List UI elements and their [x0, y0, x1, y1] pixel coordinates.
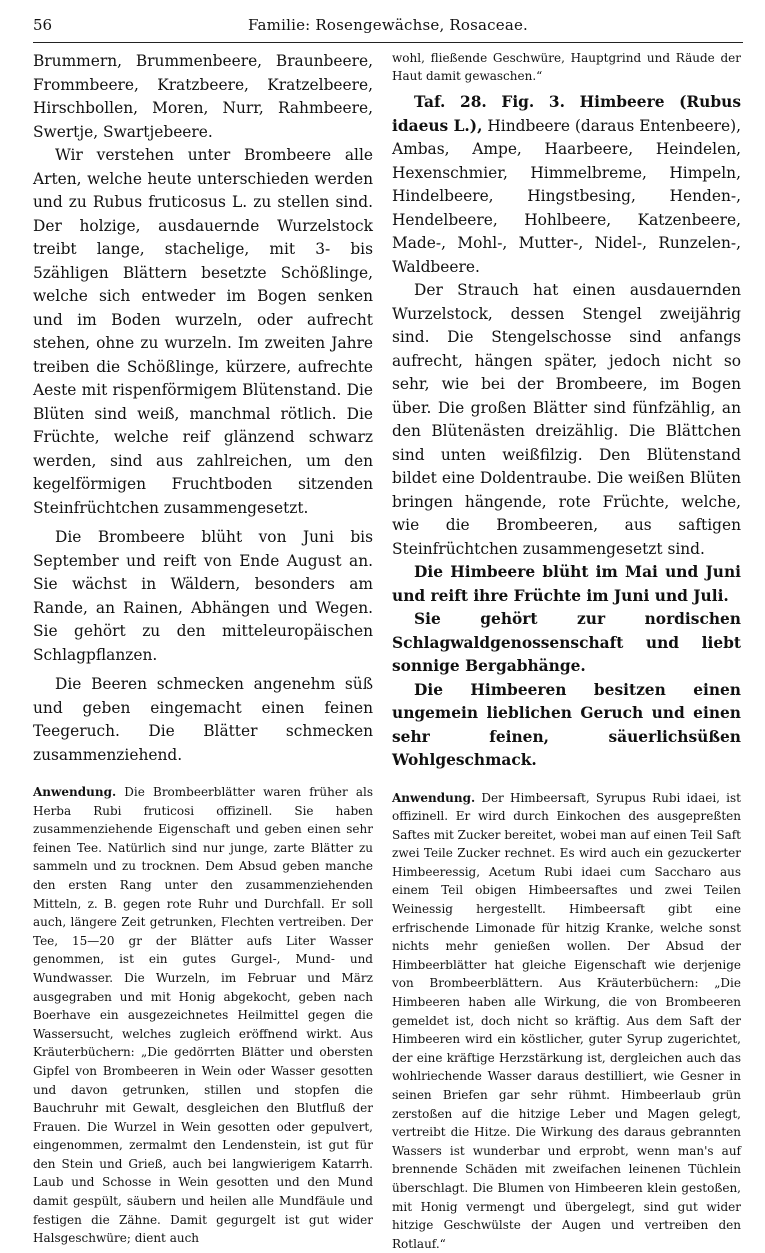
raspberry-taste: Die Himbeeren besitzen einen ungemein lieblichen Geruch und einen sehr feinen, säuerlichsüßen Wohlgeschmack.: [392, 679, 741, 773]
running-head: Familie: Rosengewächse, Rosaceae.: [33, 16, 743, 34]
left-column: [33, 50, 373, 1248]
raspberry-names: Hindbeere (daraus Entenbeere), Ambas, Ampe, Haarbeere, Heindelen, Hexenschmier, Himmelbreme, Himpeln, Hindelbeere, Hingstbesing, Henden-, Hendelbeere, Hohlbeere, Katzenbeere, Made-, Mohl-, Mutter-, Nidel-, Runzelen-, Waldbeere.: [392, 117, 741, 276]
raspberry-description: Der Strauch hat einen ausdauernden Wurzelstock, dessen Stengel zweijährig sind. Die Stengelschosse sind anfangs aufrecht, hängen später, jedoch nicht so sehr, wie bei der Brombeere, im Bogen über. Die großen Blätter sind fünfzählig, an den Blütenästen dreizählig. Die Blättchen sind unten weißfilzig. Den Blütenstand bildet eine Doldentraube. Die weißen Blüten bringen hängende, rote Früchte, welche, wie die Brombeeren, aus saftigen Steinfrüchtchen zusammengesetzt sind.: [392, 279, 741, 561]
raspberry-title: Taf. 28. Fig. 3. Himbeere (Rubus idaeus L.),: [392, 93, 741, 135]
blackberry-description: Wir verstehen unter Brombeere alle Arten, welche heute unterschieden werden und zu Rubus fruticosus L. zu stellen sind. Der holzige, ausdauernde Wurzelstock treibt lange, stachelige, mit 3- bis 5zähligen Blättern besetzte Schößlinge, welche sich entweder im Bogen senken und im Boden wurzeln, oder aufrecht stehen, ohne zu wurzeln. Im zweiten Jahre treiben die Schößlinge, kürzere, aufrechte Aeste mit rispenförmigem Blütenstand. Die Blüten sind weiß, manchmal rötlich. Die Früchte, welche reif glänzend schwarz werden, sind aus zahlreichen, um den kegelförmigen Fruchtboden sitzenden Steinfrüchtchen zusammengesetzt.: [33, 144, 373, 520]
right-usage-section: [392, 789, 741, 1253]
blackberry-names-continued: Brummern, Brummenbeere, Braunbeere, Frommbeere, Kratzbeere, Kratzelbeere, Hirschbollen, Moren, Nurr, Rahmbeere, Swertje, Swartjebeere.: [33, 50, 373, 144]
left-usage-section: [33, 783, 373, 1248]
raspberry-flowering: Die Himbeere blüht im Mai und Juni und reift ihre Früchte im Juni und Juli.: [392, 561, 741, 608]
right-column: [392, 50, 741, 1253]
left-main-text: [33, 50, 373, 767]
right-continuation: [392, 50, 741, 85]
page-number: 56: [33, 16, 52, 34]
usage-label: Anwendung.: [392, 791, 475, 805]
text-columns: [33, 50, 743, 1190]
blackberry-taste: Die Beeren schmecken angenehm süß und geben eingemacht einen feinen Teegeruch. Die Blätter schmecken zusammenziehend.: [33, 673, 373, 767]
blackberry-flowering: Die Brombeere blüht von Juni bis September und reift von Ende August an. Sie wächst in Wäldern, besonders am Rande, an Rainen, Abhängen und Wegen. Sie gehört zu den mitteleuropäischen Schlagpflanzen.: [33, 526, 373, 667]
raspberry-entry: [392, 91, 741, 279]
raspberry-usage-text: Der Himbeersaft, Syrupus Rubi idaei, ist offizinell. Er wird durch Einkochen des ausgepreßten Saftes mit Zucker bereitet, wobei man auf einen Teil Saft zwei Teile Zucker rechnet. Es wird auch ein gezuckerter Himbeeressig, Acetum Rubi idaei cum Saccharo aus einem Teil obigen Himbeersaftes und zwei Teilen Weinessig hergestellt. Himbeersaft gibt eine erfrischende Limonade für hitzig Kranke, welche sonst nichts mehr genießen wollen. Der Absud der Himbeerblätter hat gleiche Eigenschaft wie derjenige von Brombeerblättern. Aus Kräuterbüchern: „Die Himbeeren haben alle Wirkung, die von Brombeeren gemeldet ist, doch nicht so kräftig. Aus dem Saft der Himbeeren wird ein köstlicher, guter Syrup zugerichtet, der eine kräftige Herzstärkung ist, dergleichen auch das wohlriechende Wasser daraus destilliert, wie Gesner in seinen Briefen gar sehr rühmt. Himbeerlaub grün zerstoßen auf die hitzige Leber und Magen gelegt, vertreibt die Hitze. Die Wirkung des daraus gebrannten Wassers ist wunderbar und erprobt, wenn man's auf brennende Schäden mit zweifachen leinenen Tüchlein überschlagt. Die Blumen von Himbeeren klein gestoßen, mit Honig vermengt und übergelegt, sind gut wider hitzige Geschwülste der Augen und vertreiben den Rotlauf.“: [392, 791, 741, 1251]
blackberry-usage-text: Die Brombeerblätter waren früher als Herba Rubi fruticosi offizinell. Sie haben zusammenziehende Eigenschaft und geben einen sehr feinen Tee. Natürlich sind nur junge, zarte Blätter zu sammeln und zu trocknen. Dem Absud geben manche den ersten Rang unter den zusammenziehenden Mitteln, z. B. gegen rote Ruhr und Durchfall. Er soll auch, längere Zeit getrunken, Flechten vertreiben. Der Tee, 15—20 gr der Blätter aufs Liter Wasser genommen, ist ein gutes Gurgel-, Mund- und Wundwasser. Die Wurzeln, im Februar und März ausgegraben und mit Honig abgekocht, geben nach Boerhave ein ausgezeichnetes Heilmittel gegen die Wassersucht, welches zugleich eröffnend wirkt. Aus Kräuterbüchern: „Die gedörrten Blätter und obersten Gipfel von Brombeeren in Wein oder Wasser gesotten und davon getrunken, stillen und stopfen die Bauchruhr mit Gewalt, desgleichen den Blutfluß der Frauen. Die Wurzel in Wein gesotten oder gepulvert, eingenommen, zermalmt den Lendenstein, ist gut für den Stein und Grieß, auch bei langwierigem Katarrh. Laub und Schosse in Wein gesotten und den Mund damit gespült, säubern und heilen alle Mundfäule und festigen die Zähne. Damit gegurgelt ist gut wider Halsgeschwüre; dient auch: [33, 785, 373, 1245]
blackberry-usage: [33, 783, 373, 1248]
right-main-text: [392, 91, 741, 773]
usage-label: Anwendung.: [33, 785, 116, 799]
page-header: [33, 16, 743, 42]
header-rule: [33, 42, 743, 43]
raspberry-habitat: Sie gehört zur nordischen Schlagwaldgenossenschaft und liebt sonnige Bergabhänge.: [392, 608, 741, 679]
usage-continued: wohl, fließende Geschwüre, Hauptgrind und Räude der Haut damit gewaschen.“: [392, 50, 741, 85]
raspberry-usage: [392, 789, 741, 1253]
